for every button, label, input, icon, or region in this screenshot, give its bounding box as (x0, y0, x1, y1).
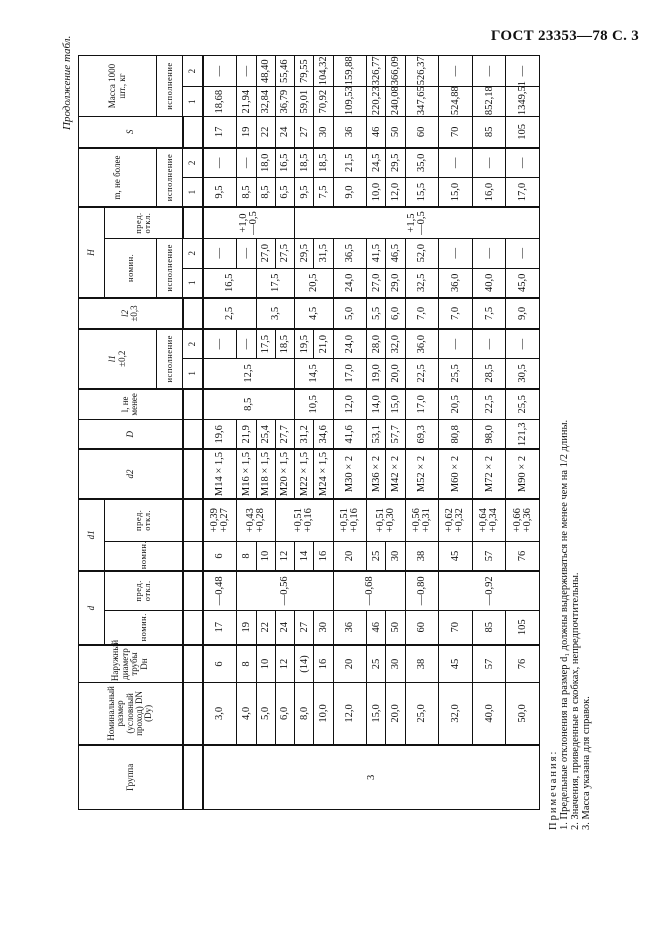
header-mass-ispolnenie: исполнение (157, 56, 183, 117)
header-H: H (79, 207, 105, 298)
header-d: d (79, 571, 105, 645)
header-H-ispolnenie: исполнение (157, 238, 183, 298)
note-item: 2. Значения, приведенные в скобках, непредпочтительны. (570, 572, 582, 830)
header-group: Группа (79, 745, 183, 810)
header-S: S (79, 117, 183, 148)
table-row: 15,0 25 46 25 +0,51 +0,30 M36 × 2 53,1 14,0 19,0 28,0 5,5 27,0 41,5 10,0 24,5 46 220,23 326,77 (367, 56, 386, 810)
header-D: D (79, 420, 183, 450)
header-m: m, не более (79, 148, 157, 208)
header-d1-nomin: номин. (105, 541, 183, 571)
spec-table (78, 55, 540, 810)
note-item: 3. Масса указана для справок. (581, 696, 593, 830)
notes-block (548, 420, 592, 830)
table-row: 8,0 (14) 27 14 M22 × 1,5 31,2 10,5 14,5 19,5 4,5 20,5 29,5 +1,5 —0,5 9,5 18,5 27 59,01 79,55 (295, 56, 314, 810)
header-l1: l1 ±0,2 (79, 329, 157, 389)
header-outer-diameter: Наружный диаметр трубы Dн (79, 645, 183, 683)
header-l: l, не менее (79, 389, 183, 420)
header-d2: d2 (79, 449, 183, 498)
continuation-label: Продолжение табл. (61, 35, 73, 130)
table-row: 10,0 16 30 16 M24 × 1,5 34,6 21,0 31,5 7,5 18,5 30 70,92 104,32 (314, 56, 333, 810)
page-header-title: ГОСТ 23353—78 С. 3 (490, 28, 639, 44)
header-m-isp-2: 2 (183, 148, 203, 178)
table-row: 4,0 8 19 —0,56 8 +0,43 +0,28 M16 × 1,5 21,9 — — 8,5 — 19 21,94 — (237, 56, 256, 810)
header-m-ispolnenie: исполнение (157, 148, 183, 208)
note-item: 1. Предельные отклонения на размер d₁ должны выдерживаться не менее чем на 1/2 длины. (559, 419, 571, 830)
table-row: 32,0 45 70 —0,92 45 +0,62 +0,32 M60 × 2 80,8 20,5 25,5 — 7,0 36,0 — 15,0 — 70 524,88 — (439, 56, 473, 810)
header-l2: l2 ±0,3 (79, 298, 183, 329)
header-l1-isp-1: 1 (183, 359, 203, 389)
table-row: 5,0 10 22 10 M18 × 1,5 25,4 17,5 3,5 17,5 27,0 8,5 18,0 22 32,84 48,40 (256, 56, 275, 810)
table-row: 3 3,0 6 17 —0,48 6 +0,39 +0,27 M14 × 1,5 19,6 8,5 12,5 — 2,5 16,5 — +1,0 —0,5 9,5 — 17 18,68 — (203, 56, 237, 810)
table-row: 40,0 57 85 57 +0,64 +0,34 M72 × 2 98,0 22,5 28,5 — 7,5 40,0 — 16,0 — 85 852,18 — (472, 56, 506, 810)
table-row: 50,0 76 105 76 +0,66 +0,36 M90 × 2 121,3 25,5 30,5 — 9,0 45,0 — 17,0 — 105 1349,51 — (506, 56, 540, 810)
header-H-isp-1: 1 (183, 268, 203, 298)
header-d-tol: пред. откл. (105, 571, 183, 610)
header-mass-isp-2: 2 (183, 56, 203, 87)
header-l1-isp-2: 2 (183, 329, 203, 359)
notes-title: Примечания: (548, 749, 559, 830)
table-row: 25,0 38 60 —0,80 38 +0,56 +0,31 M52 × 2 69,3 17,0 22,5 36,0 7,0 32,5 52,0 15,5 35,0 60 347,65 526,37 (405, 56, 439, 810)
header-H-isp-2: 2 (183, 238, 203, 268)
header-mass: Масса 1000 шт., кг (79, 56, 157, 117)
header-H-tol: пред. откл. (105, 207, 183, 238)
header-H-nomin: номин. (105, 238, 157, 298)
header-l1-ispolnenie: исполнение (157, 329, 183, 389)
table-row: 12,0 20 36 —0,68 20 +0,51 +0,16 M30 × 2 41,6 12,0 17,0 24,0 5,0 24,0 36,5 9,0 21,5 36 109,53 159,88 (333, 56, 367, 810)
header-d1: d1 (79, 499, 105, 572)
header-d1-tol: пред. откл. (105, 499, 183, 542)
table-row: 20,0 30 50 30 M42 × 2 57,7 15,0 20,0 32,0 6,0 29,0 46,5 12,0 29,5 50 240,08 366,09 (386, 56, 405, 810)
header-m-isp-1: 1 (183, 177, 203, 207)
spec-table-container (78, 55, 540, 810)
header-d-nomin: номин. (105, 610, 183, 645)
header-nominal-size: Номинальный размер (условный проход) DN (Dу) (79, 683, 183, 745)
header-mass-isp-1: 1 (183, 87, 203, 117)
group-cell: 3 (203, 745, 540, 810)
table-row: 6,0 12 24 12 +0,51 +0,16 M20 × 1,5 27,7 18,5 27,5 6,5 16,5 24 36,79 55,46 (275, 56, 294, 810)
